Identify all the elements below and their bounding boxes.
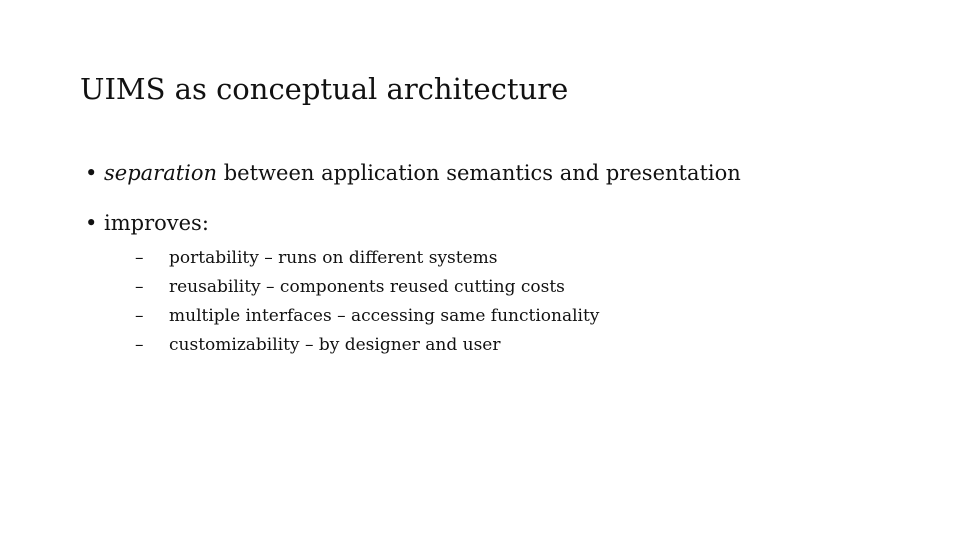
sub-item-customizability	[135, 331, 940, 360]
dash-marker: –	[135, 306, 144, 326]
bullet-marker: •	[85, 161, 98, 185]
bullet-marker: •	[85, 211, 98, 235]
bullet-text: improves:	[104, 211, 209, 235]
bullet-list	[80, 158, 940, 360]
sub-item-portability	[135, 244, 940, 273]
sub-item-reusability	[135, 273, 940, 302]
dash-marker: –	[135, 335, 144, 355]
bullet-item-separation	[80, 158, 940, 188]
sub-item-multiple-interfaces	[135, 302, 940, 331]
bullet-text: between application semantics and presentation	[217, 161, 741, 185]
bullet-emphasis: separation	[104, 161, 218, 185]
sub-item-text: multiple interfaces – accessing same functionality	[169, 306, 600, 326]
sub-bullet-list	[80, 244, 940, 360]
sub-item-text: customizability – by designer and user	[169, 335, 501, 355]
dash-marker: –	[135, 248, 144, 268]
dash-marker: –	[135, 277, 144, 297]
slide-title: UIMS as conceptual architecture	[80, 72, 569, 106]
sub-item-text: reusability – components reused cutting costs	[169, 277, 565, 297]
sub-item-text: portability – runs on different systems	[169, 248, 498, 268]
bullet-item-improves	[80, 208, 940, 238]
